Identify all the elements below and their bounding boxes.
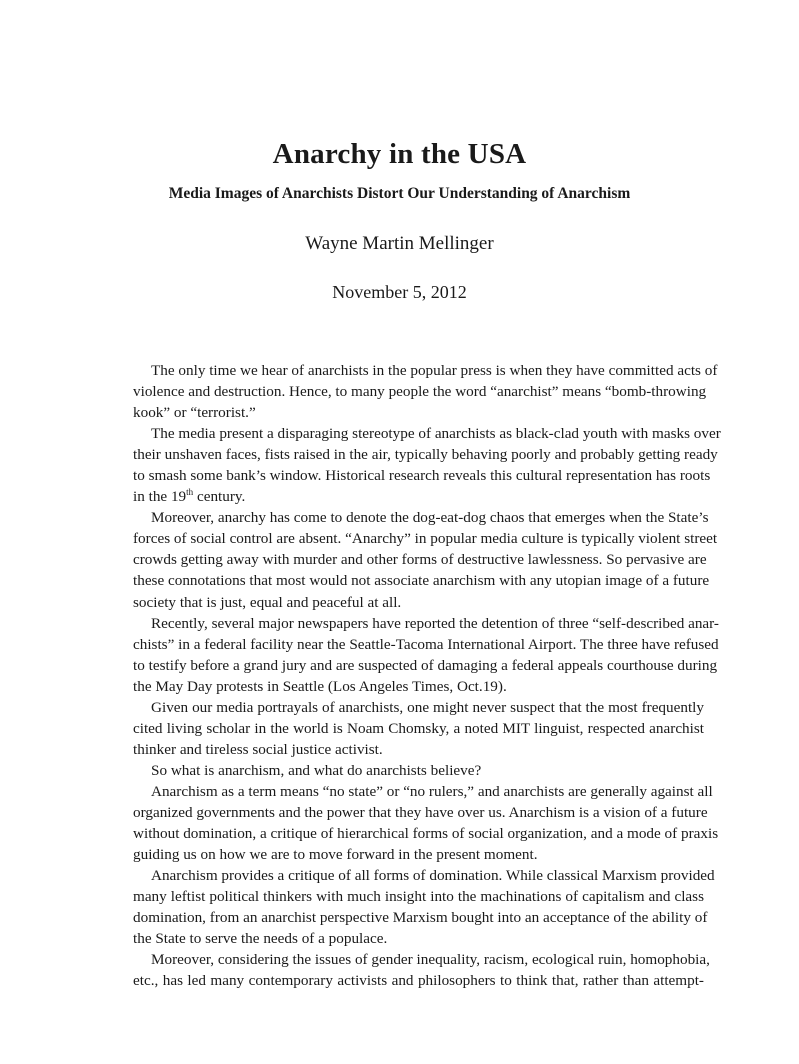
text-line: their unshaven faces, fists raised in the air, typically behaving poorly and probably getting ready [133, 446, 718, 464]
text-line: society that is just, equal and peaceful at all. [133, 593, 402, 611]
document-body [133, 360, 721, 991]
text-line: etc., has led many contemporary activists and philosophers to think that, rather than attempt- [133, 972, 704, 990]
text-line: many leftist political thinkers with much insight into the machinations of capitalism and class [133, 888, 704, 906]
paragraph [133, 949, 710, 991]
ordinal-superscript: th [186, 487, 194, 498]
text-line: The only time we hear of anarchists in the popular press is when they have committed acts of [151, 362, 718, 379]
text-line: Moreover, anarchy has come to denote the dog-eat-dog chaos that emerges when the State’s [151, 509, 709, 527]
text-line: domination, from an anarchist perspective Marxism bought into an acceptance of the ability of [133, 909, 708, 927]
text-line: to testify before a grand jury and are suspected of damaging a federal appeals courthouse during [133, 656, 718, 674]
text-line: Moreover, considering the issues of gender inequality, racism, ecological ruin, homophobia, [151, 951, 710, 969]
paragraph [133, 360, 718, 423]
text-line [133, 486, 704, 507]
document-author: Wayne Martin Mellinger [305, 233, 494, 254]
text-line: thinker and tireless social justice activist. [133, 740, 383, 758]
text-line: the May Day protests in Seattle (Los Angeles Times, Oct.19). [133, 677, 507, 695]
text-line: Recently, several major newspapers have reported the detention of three “self-described anar- [151, 614, 719, 632]
text-line: So what is anarchism, and what do anarchists believe? [151, 761, 482, 779]
paragraph [133, 760, 704, 781]
text-line: Anarchism provides a critique of all forms of domination. While classical Marxism provided [151, 867, 715, 885]
text-line: chists” in a federal facility near the Seattle-Tacoma International Airport. The three have refused [133, 635, 719, 653]
text-line: The media present a disparaging stereotype of anarchists as black-clad youth with masks over [151, 425, 721, 443]
text-line: cited living scholar in the world is Noam Chomsky, a noted MIT linguist, respected anarchist [133, 719, 704, 737]
text-line: organized governments and the power that they have over us. Anarchism is a vision of a future [133, 803, 708, 821]
text-fragment: in the 19 [133, 488, 187, 506]
paragraph [133, 697, 704, 760]
text-line: forces of social control are absent. “Anarchy” in popular media culture is typically violent street [133, 530, 718, 548]
text-line: kook” or “terrorist.” [133, 404, 256, 422]
document-title: Anarchy in the USA [272, 138, 527, 170]
text-line: guiding us on how we are to move forward in the present moment. [133, 846, 538, 864]
text-line: the State to serve the needs of a populace. [133, 930, 388, 948]
text-line: Anarchism as a term means “no state” or “no rulers,” and anarchists are generally against all [151, 782, 713, 800]
paragraph [133, 613, 719, 697]
paragraph [133, 781, 719, 865]
paragraph [133, 423, 721, 507]
text-line: without domination, a critique of hierarchical forms of social organization, and a mode of praxis [133, 825, 719, 843]
text-fragment: century. [193, 488, 246, 506]
paragraph [133, 507, 718, 612]
text-line: violence and destruction. Hence, to many people the word “anarchist” means “bomb-throwing [133, 383, 707, 401]
document-date: November 5, 2012 [332, 282, 467, 302]
text-line: to smash some bank’s window. Historical research reveals this cultural representation has roots [133, 467, 711, 485]
paragraph [133, 865, 715, 949]
text-line: Given our media portrayals of anarchists, one might never suspect that the most frequently [151, 698, 704, 716]
text-line: crowds getting away with murder and other forms of destructive lawlessness. So pervasive are [133, 551, 707, 569]
text-line: these connotations that most would not associate anarchism with any utopian image of a future [133, 572, 710, 590]
document-subtitle: Media Images of Anarchists Distort Our Understanding of Anarchism [168, 185, 631, 202]
